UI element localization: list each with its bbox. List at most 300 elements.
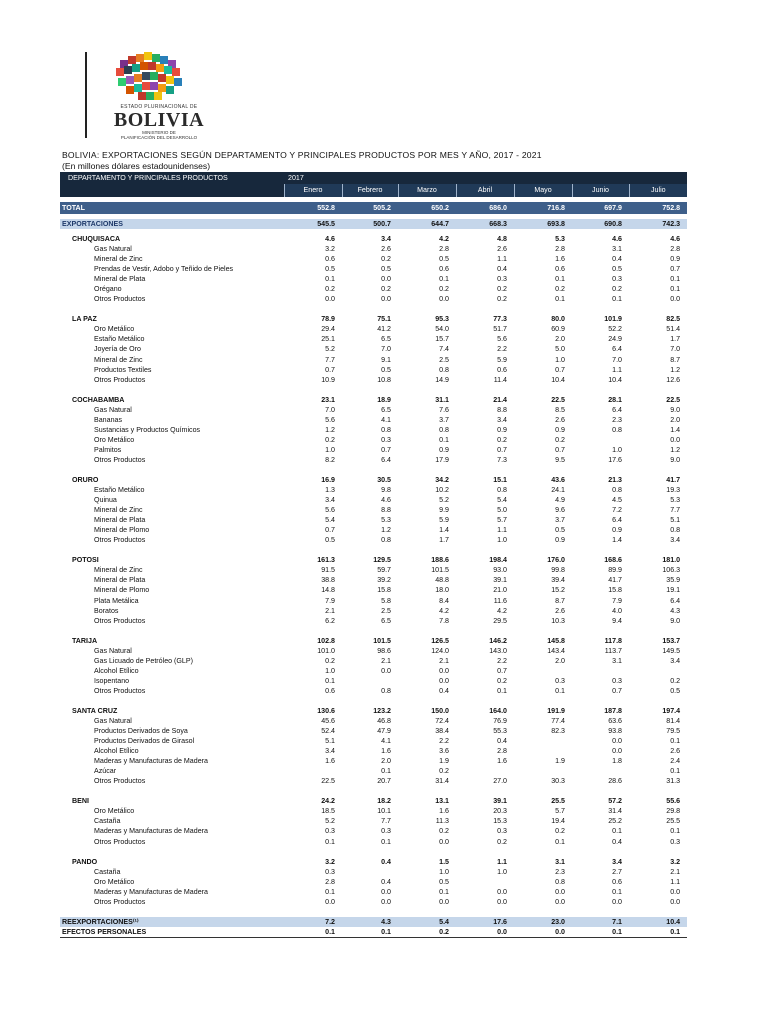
value-cell: 0.4 [612,255,622,264]
value-cell: 30.3 [551,777,565,786]
value-cell: 0.7 [555,365,565,374]
value-cell: 2.1 [670,867,681,876]
product-row [60,485,687,495]
value-cell: 0.6 [612,877,622,886]
row-label: Gas Licuado de Petróleo (GLP) [94,656,193,665]
value-cell: 4.2 [439,606,449,615]
report-title: BOLIVIA: EXPORTACIONES SEGÚN DEPARTAMENTO Y PRINCIPALES PRODUCTOS POR MES Y AÑO, 2017 - 2021 [62,150,542,160]
value-cell: 46.8 [377,716,391,725]
value-cell: 0.1 [555,686,565,695]
value-cell: 1.9 [439,757,449,766]
value-cell: 0.5 [381,265,391,274]
value-cell: 101.9 [604,315,622,324]
value-cell: 14.8 [321,586,335,595]
value-cell: 2.8 [555,245,565,254]
value-cell: 0.8 [439,425,449,434]
row-label: Otros Productos [94,536,146,545]
value-cell: 0.3 [497,827,507,836]
value-cell: 3.4 [670,536,681,545]
value-cell: 0.2 [555,285,565,294]
value-cell: 81.4 [666,716,681,725]
product-row [60,254,687,264]
value-cell: 11.6 [493,596,507,605]
value-cell: 14.9 [435,375,449,384]
value-cell: 43.6 [551,476,565,484]
value-cell: 0.1 [325,275,335,284]
row-label: Mineral de Plata [94,576,146,585]
value-cell: 0.1 [555,275,565,284]
value-cell: 0.9 [555,425,565,434]
product-row [60,505,687,515]
value-cell [456,766,514,776]
value-cell: 4.1 [381,415,391,424]
value-cell: 10.2 [435,486,449,495]
total-row [60,202,687,214]
value-cell: 13.1 [435,797,449,806]
value-cell: 0.1 [381,767,391,776]
value-cell: 7.1 [572,917,629,927]
header-month: Mayo [514,184,572,197]
value-cell: 51.7 [493,325,507,334]
value-cell: 0.0 [381,897,391,906]
value-cell: 106.3 [662,566,681,575]
row-label: Mineral de Plata [94,275,146,284]
value-cell: 21.0 [493,586,507,595]
value-cell: 21.4 [493,395,507,404]
product-row [60,826,687,836]
row-label: ORURO [72,476,99,484]
value-cell: 0.9 [612,526,622,535]
value-cell: 17.9 [435,455,449,464]
value-cell: 10.4 [551,375,565,384]
value-cell: 150.0 [431,706,449,715]
value-cell: 25.5 [551,797,565,806]
product-row [60,244,687,254]
value-cell: 7.0 [670,345,681,354]
value-cell: 39.4 [551,576,565,585]
value-cell: 31.4 [608,807,622,816]
value-cell: 12.6 [666,375,681,384]
value-cell: 57.2 [608,797,622,806]
value-cell: 2.7 [612,867,622,876]
value-cell: 168.6 [604,556,622,565]
product-row [60,274,687,284]
value-cell: 5.7 [497,516,507,525]
value-cell: 0.2 [325,656,335,665]
product-row [60,525,687,535]
value-cell: 2.2 [497,656,507,665]
product-row [60,575,687,585]
value-cell: 2.8 [670,245,681,254]
value-cell: 89.9 [608,566,622,575]
row-label: Mineral de Plomo [94,586,150,595]
value-cell: 3.2 [325,245,335,254]
value-cell: 0.0 [612,737,622,746]
product-row [60,806,687,816]
value-cell: 1.0 [439,867,449,876]
row-label: Productos Derivados de Girasol [94,737,195,746]
value-cell: 5.6 [497,335,507,344]
row-label: Orégano [94,285,122,294]
value-cell: 10.4 [608,375,622,384]
value-cell: 9.0 [670,616,681,625]
value-cell: 0.1 [670,275,681,284]
value-cell: 0.3 [612,275,622,284]
value-cell: 4.8 [497,235,507,244]
value-cell: 1.1 [497,255,507,264]
value-cell: 0.0 [381,666,391,675]
value-cell: 51.4 [666,325,681,334]
header-row-year [60,172,687,184]
value-cell: 15.8 [608,586,622,595]
value-cell: 0.8 [381,536,391,545]
value-cell: 0.7 [612,686,622,695]
product-row [60,515,687,525]
value-cell: 0.8 [612,486,622,495]
value-cell: 0.1 [439,887,449,896]
value-cell: 0.3 [381,435,391,444]
value-cell: 77.3 [493,315,507,324]
product-row [60,365,687,375]
value-cell [629,666,687,676]
value-cell: 18.0 [435,586,449,595]
product-row [60,284,687,294]
value-cell: 197.4 [662,706,681,715]
row-label: Oro Metálico [94,877,135,886]
value-cell: 24.9 [608,335,622,344]
value-cell: 48.8 [435,576,449,585]
value-cell: 1.4 [670,425,681,434]
value-cell: 4.2 [497,606,507,615]
value-cell: 19.1 [666,586,681,595]
value-cell: 0.8 [497,486,507,495]
value-cell: 30.5 [377,476,391,484]
product-row [60,415,687,425]
value-cell: 9.9 [439,506,449,515]
value-cell: 4.6 [381,496,391,505]
row-label: Otros Productos [94,777,146,786]
header-year: 2017 [284,172,687,184]
value-cell: 4.3 [670,606,681,615]
value-cell: 0.8 [612,425,622,434]
value-cell [572,435,629,445]
value-cell: 0.4 [497,737,507,746]
value-cell: 0.3 [670,837,681,846]
value-cell [514,746,572,756]
value-cell: 3.1 [555,857,565,866]
product-row [60,565,687,575]
product-row [60,877,687,887]
row-label: Maderas y Manufacturas de Madera [94,757,208,766]
value-cell: 716.8 [514,202,572,214]
value-cell: 77.4 [551,716,565,725]
value-cell: 11.4 [493,375,507,384]
value-cell: 1.6 [497,757,507,766]
value-cell: 1.6 [381,747,391,756]
product-row [60,264,687,274]
product-row [60,324,687,334]
value-cell: 3.2 [670,857,681,866]
product-row [60,676,687,686]
product-row [60,585,687,595]
value-cell: 0.1 [325,837,335,846]
value-cell: 7.9 [325,596,335,605]
value-cell: 1.2 [325,425,335,434]
exports-row [60,219,687,229]
row-label: SANTA CRUZ [72,706,118,715]
product-row [60,646,687,656]
value-cell: 6.4 [670,596,681,605]
value-cell: 0.1 [572,927,629,938]
value-cell: 0.1 [670,285,681,294]
value-cell: 0.0 [612,747,622,756]
value-cell: 2.6 [381,245,391,254]
value-cell: 15.8 [377,586,391,595]
product-row [60,405,687,415]
value-cell: 0.2 [612,285,622,294]
value-cell: 145.8 [547,636,565,645]
value-cell: 0.0 [497,897,507,906]
product-row [60,776,687,786]
value-cell: 25.5 [666,817,681,826]
value-cell: 23.1 [321,395,335,404]
value-cell: 0.3 [555,676,565,685]
value-cell: 0.0 [439,897,449,906]
row-label: PANDO [72,857,98,866]
header-month: Febrero [342,184,398,197]
product-row [60,836,687,846]
value-cell: 1.0 [497,867,507,876]
value-cell: 0.1 [381,837,391,846]
value-cell: 1.2 [670,445,681,454]
value-cell: 80.0 [551,315,565,324]
value-cell: 0.3 [325,867,335,876]
value-cell: 3.4 [325,747,335,756]
value-cell: 31.4 [435,777,449,786]
value-cell: 9.8 [381,486,391,495]
value-cell: 0.0 [555,887,565,896]
value-cell: 0.5 [381,365,391,374]
value-cell: 161.3 [317,556,335,565]
department-row [60,314,687,324]
value-cell: 5.0 [497,506,507,515]
report-subtitle: (En millones dólares estadounidenses) [62,161,211,171]
value-cell: 5.0 [555,345,565,354]
row-label: Isopentano [94,676,130,685]
value-cell: 5.9 [439,516,449,525]
value-cell: 5.7 [555,807,565,816]
row-label: Alcohol Etílico [94,666,139,675]
value-cell: 9.1 [381,355,391,364]
value-cell: 4.6 [670,235,681,244]
value-cell: 1.5 [439,857,449,866]
value-cell: 1.0 [555,355,565,364]
logo-line-1: ESTADO PLURINACIONAL DE [120,104,198,110]
value-cell: 101.5 [431,566,449,575]
value-cell: 47.9 [377,727,391,736]
value-cell: 1.1 [670,877,681,886]
value-cell: 742.3 [629,219,687,229]
value-cell [284,766,342,776]
value-cell: 0.2 [381,255,391,264]
value-cell: 0.2 [497,295,507,304]
department-row [60,857,687,867]
value-cell: 15.7 [435,335,449,344]
value-cell: 31.1 [435,395,449,404]
value-cell: 1.1 [497,526,507,535]
value-cell: 19.3 [666,486,681,495]
value-cell: 1.1 [497,857,507,866]
value-cell: 8.7 [670,355,681,364]
product-row [60,726,687,736]
value-cell: 0.2 [439,285,449,294]
value-cell: 0.9 [439,445,449,454]
value-cell: 39.1 [493,576,507,585]
value-cell: 752.8 [629,202,687,214]
value-cell: 0.1 [325,676,335,685]
logo-line-4: PLANIFICACIÓN DEL DESARROLLO [120,135,198,140]
row-label: Gas Natural [94,716,132,725]
value-cell [514,736,572,746]
row-label: BENI [72,797,89,806]
value-cell: 0.8 [670,526,681,535]
value-cell: 39.1 [493,797,507,806]
department-row [60,796,687,806]
row-label: Plata Metálica [94,596,139,605]
product-row [60,435,687,445]
value-cell: 6.5 [381,335,391,344]
value-cell: 45.6 [321,716,335,725]
value-cell: 78.9 [321,315,335,324]
value-cell: 644.7 [398,219,456,229]
value-cell: 75.1 [377,315,391,324]
value-cell: 0.5 [670,686,681,695]
department-row [60,475,687,485]
value-cell: 4.6 [325,235,335,244]
row-label: Oro Metálico [94,435,135,444]
value-cell: 8.7 [555,596,565,605]
value-cell: 10.9 [321,375,335,384]
value-cell: 52.2 [608,325,622,334]
value-cell: 0.1 [555,295,565,304]
value-cell: 697.9 [572,202,629,214]
value-cell: 1.1 [612,365,622,374]
value-cell: 95.3 [435,315,449,324]
value-cell: 0.1 [612,887,622,896]
value-cell: 10.4 [629,917,687,927]
row-label: Palmitos [94,445,122,454]
row-label: Gas Natural [94,245,132,254]
value-cell: 191.9 [547,706,565,715]
value-cell: 5.6 [325,415,335,424]
value-cell: 0.2 [670,676,681,685]
value-cell: 0.2 [439,767,449,776]
value-cell: 52.4 [321,727,335,736]
row-label: Mineral de Zinc [94,355,143,364]
value-cell: 0.9 [670,255,681,264]
row-label: Alcohol Etílico [94,747,139,756]
value-cell: 0.4 [439,686,449,695]
exports-table [60,172,687,938]
value-cell: 0.0 [439,295,449,304]
product-row [60,334,687,344]
value-cell: 6.4 [612,345,622,354]
row-label: Azúcar [94,767,117,776]
value-cell: 0.7 [670,265,681,274]
value-cell: 15.1 [493,476,507,484]
value-cell: 101.0 [317,646,335,655]
value-cell: 60.9 [551,325,565,334]
product-row [60,425,687,435]
value-cell: 505.2 [342,202,398,214]
value-cell: 22.5 [551,395,565,404]
row-label: Otros Productos [94,455,146,464]
value-cell: 99.8 [551,566,565,575]
product-row [60,606,687,616]
value-cell: 2.5 [439,355,449,364]
row-label: CHUQUISACA [72,235,121,244]
value-cell: 2.6 [670,747,681,756]
value-cell: 35.9 [666,576,681,585]
product-row [60,294,687,304]
value-cell: 0.8 [381,425,391,434]
value-cell [572,666,629,676]
value-cell: 2.1 [381,656,391,665]
value-cell: 0.0 [381,295,391,304]
value-cell: 28.6 [608,777,622,786]
value-cell: 3.4 [670,656,681,665]
value-cell: 0.3 [325,827,335,836]
value-cell: 2.8 [439,245,449,254]
value-cell: 1.4 [439,526,449,535]
value-cell: 0.3 [612,676,622,685]
value-cell: 0.5 [555,526,565,535]
row-label: Bananas [94,415,123,424]
value-cell: 5.2 [439,496,449,505]
value-cell: 5.1 [325,737,335,746]
value-cell: 0.4 [381,877,391,886]
value-cell: 19.4 [551,817,565,826]
value-cell: 0.1 [342,927,398,938]
value-cell: 2.5 [381,606,391,615]
spacer-row [60,847,687,857]
value-cell: 0.1 [612,295,622,304]
header-blank-cell [60,184,284,197]
value-cell: 0.7 [555,445,565,454]
value-cell: 650.2 [398,202,456,214]
row-label: Otros Productos [94,686,146,695]
value-cell: 5.2 [325,345,335,354]
bolivia-emblem-icon [82,52,222,104]
value-cell: 6.5 [381,616,391,625]
spacer-row [60,626,687,636]
value-cell: 0.9 [555,536,565,545]
value-cell: 82.3 [551,727,565,736]
value-cell: 1.2 [381,526,391,535]
value-cell: 1.8 [612,757,622,766]
value-cell: 15.2 [551,586,565,595]
value-cell: 0.7 [325,526,335,535]
value-cell: 9.0 [670,455,681,464]
value-cell: 3.1 [612,656,622,665]
row-label: Mineral de Plata [94,516,146,525]
value-cell: 9.6 [555,506,565,515]
value-cell: 22.5 [666,395,681,404]
value-cell: 0.6 [325,686,335,695]
row-label: Maderas y Manufacturas de Madera [94,887,208,896]
value-cell: 72.4 [435,716,449,725]
value-cell: 54.0 [435,325,449,334]
